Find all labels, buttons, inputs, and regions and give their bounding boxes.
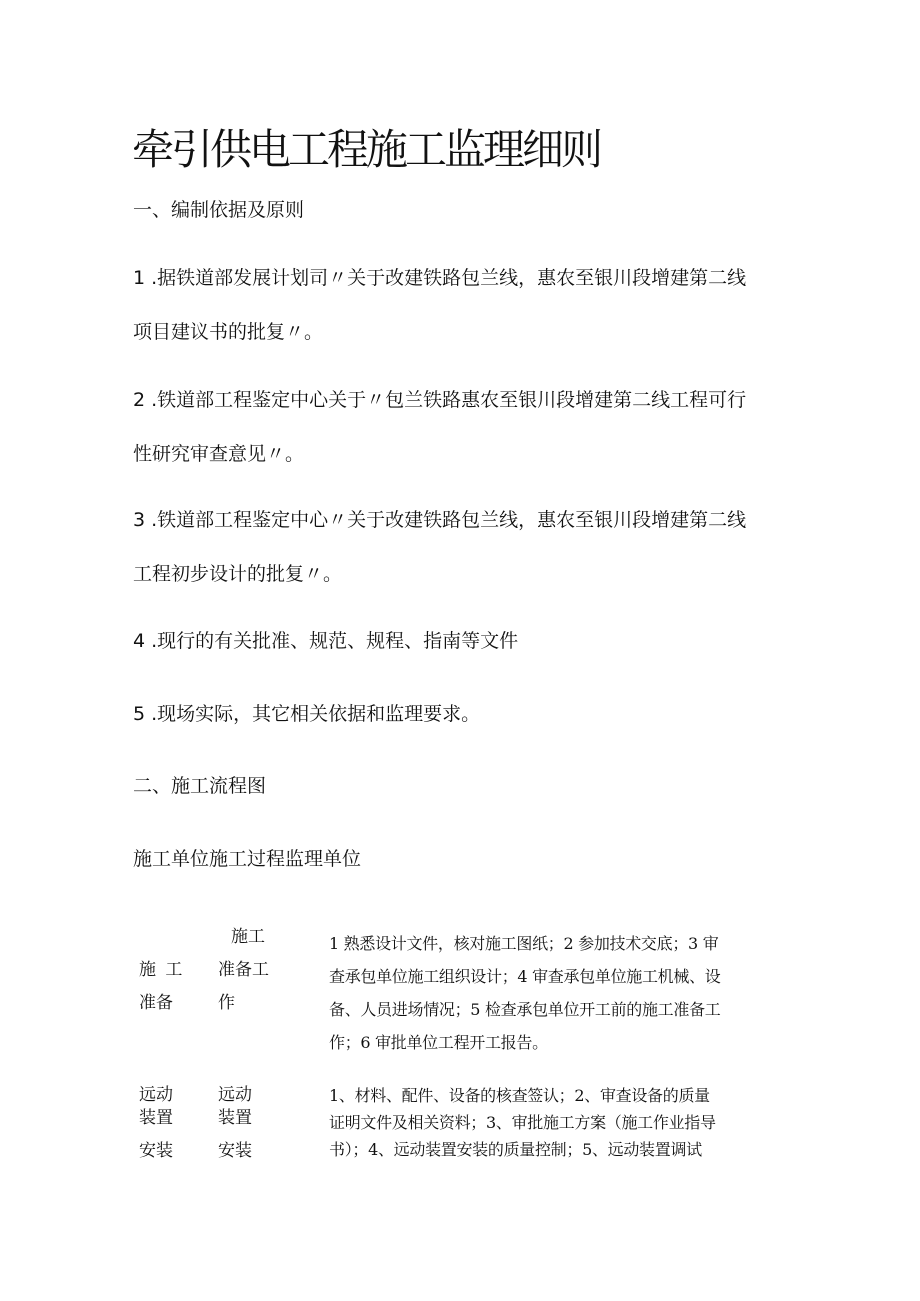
flow-row-2-col1-line-1: 远动: [139, 1085, 173, 1105]
flow-row-2-col2-line-3: 安装: [218, 1141, 252, 1161]
flow-row-2-description: [329, 1082, 789, 1163]
basis-item-3: [133, 507, 746, 587]
basis-item-1-line-1: 1 .据铁道部发展计划司〃关于改建铁路包兰线，惠农至银川段增建第二线: [133, 267, 747, 289]
flow-row-1-desc-line-4: 作；6 审批单位工程开工报告。: [329, 1033, 548, 1052]
basis-item-1-line-2: 项目建议书的批复〃。: [133, 321, 324, 343]
flow-row-1-col2-line-3: 作: [218, 993, 235, 1013]
page-title: 牵引供电工程施工监理细则: [132, 125, 601, 174]
flow-row-2-desc-line-2: 证明文件及相关资料；3、审批施工方案（施工作业指导: [329, 1113, 716, 1132]
flow-row-1-col2-line-2: 准备工: [218, 960, 269, 980]
basis-item-4: 4 .现行的有关批准、规范、规程、指南等文件: [133, 630, 519, 652]
flow-row-1-desc-line-2: 查承包单位施工组织设计；4 审查承包单位施工机械、设: [329, 967, 721, 986]
flow-row-2-col1-line-2: 装置: [139, 1108, 173, 1128]
flow-row-1-col2-line-1: 施工: [231, 927, 265, 947]
basis-item-3-line-1: 3 .铁道部工程鉴定中心〃关于改建铁路包兰线，惠农至银川段增建第二线: [133, 509, 747, 531]
section-heading-basis: 一、编制依据及原则: [133, 199, 305, 221]
flow-row-2-desc-line-3: 书）；4、远动装置安装的质量控制；5、远动装置调试: [329, 1140, 702, 1159]
section-heading-flowchart: 二、施工流程图: [133, 775, 267, 797]
flow-row-2-desc-line-1: 1、材料、配件、设备的核查签认；2、审查设备的质量: [329, 1086, 710, 1105]
flow-row-1-col1-line-2: 准备: [139, 993, 173, 1013]
basis-item-2-line-2: 性研究审查意见〃。: [133, 443, 305, 465]
flow-row-2-col2-line-1: 远动: [218, 1085, 252, 1105]
flow-row-1-desc-line-3: 备、人员进场情况；5 检查承包单位开工前的施工准备工: [329, 1000, 721, 1019]
basis-item-5: 5 .现场实际，其它相关依据和监理要求。: [133, 703, 481, 725]
basis-item-2-line-1: 2 .铁道部工程鉴定中心关于〃包兰铁路惠农至银川段增建第二线工程可行: [133, 389, 747, 411]
flow-row-1-col1-line-1: 施 工: [139, 960, 185, 980]
basis-item-3-line-2: 工程初步设计的批复〃。: [133, 563, 343, 585]
basis-item-1: [133, 265, 746, 345]
flow-row-2-col2-line-2: 装置: [218, 1108, 252, 1128]
flow-row-1-desc-line-1: 1 熟悉设计文件，核对施工图纸；2 参加技术交底；3 审: [329, 934, 719, 953]
flow-row-2-col1-line-3: 安装: [139, 1141, 173, 1161]
flow-row-1-description: [329, 927, 789, 1059]
basis-item-2: [133, 387, 746, 467]
flow-header: 施工单位施工过程监理单位: [133, 848, 362, 870]
